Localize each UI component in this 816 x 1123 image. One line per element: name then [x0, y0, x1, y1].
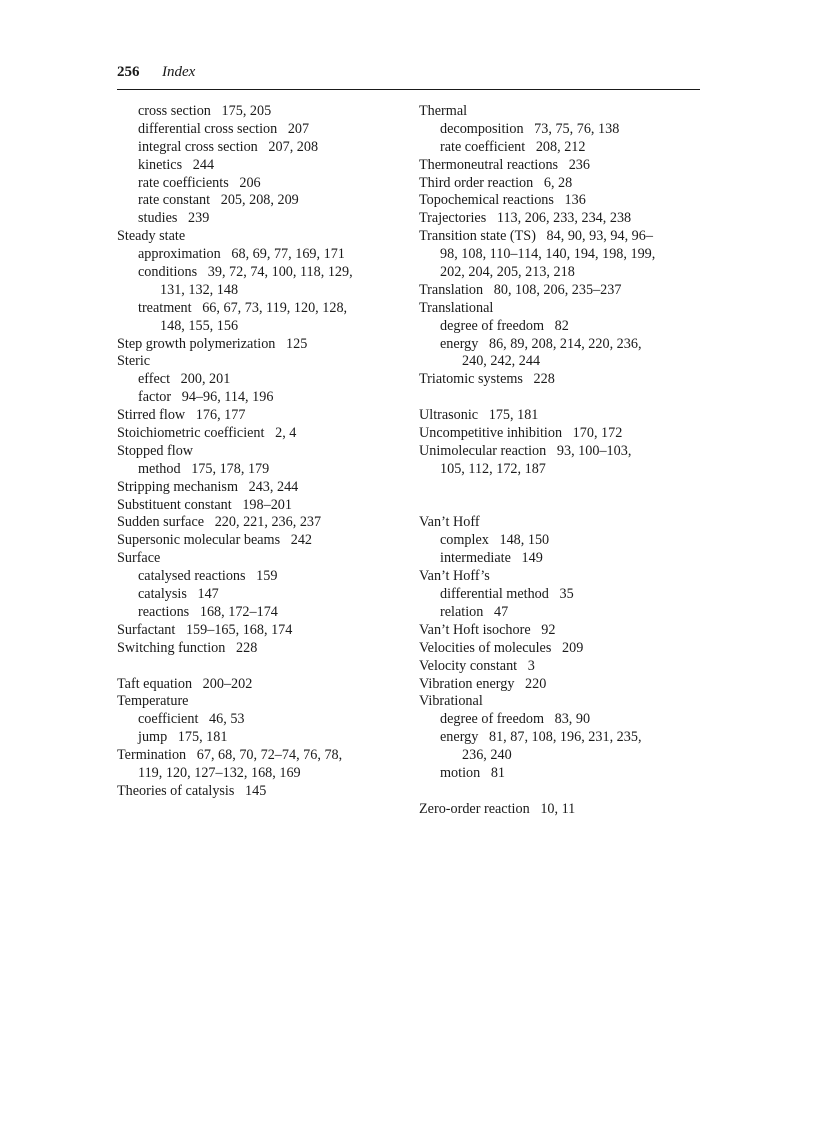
- index-subentry: 98, 108, 110–114, 140, 194, 198, 199,: [440, 246, 656, 263]
- index-subentry: 119, 120, 127–132, 168, 169: [138, 764, 301, 781]
- index-subentry: studies 239: [138, 210, 210, 227]
- index-subentry: 240, 242, 244: [462, 353, 541, 370]
- index-subentry: 148, 155, 156: [160, 317, 239, 334]
- index-entry: Vibrational: [419, 693, 483, 710]
- index-column-left: [117, 103, 407, 801]
- index-entry: Step growth polymerization 125: [117, 335, 308, 352]
- index-subentry: energy 86, 89, 208, 214, 220, 236,: [440, 335, 642, 352]
- index-subentry: 105, 112, 172, 187: [440, 460, 546, 477]
- index-subentry: method 175, 178, 179: [138, 460, 270, 477]
- index-entry: Topochemical reactions 136: [419, 192, 586, 209]
- index-subentry: differential cross section 207: [138, 120, 310, 137]
- index-entry: Translation 80, 108, 206, 235–237: [419, 281, 622, 298]
- index-subentry: decomposition 73, 75, 76, 138: [440, 120, 620, 137]
- index-subentry: reactions 168, 172–174: [138, 603, 278, 620]
- index-subentry: degree of freedom 82: [440, 317, 569, 334]
- index-entry: Thermoneutral reactions 236: [419, 156, 590, 173]
- index-entry: Van’t Hoff: [419, 514, 480, 531]
- index-entry: Supersonic molecular beams 242: [117, 532, 313, 549]
- index-subentry: catalysis 147: [138, 586, 219, 603]
- index-subentry: rate coefficients 206: [138, 174, 261, 191]
- index-subentry: jump 175, 181: [138, 729, 228, 746]
- index-entry: Substituent constant 198–201: [117, 496, 292, 513]
- index-entry: Theories of catalysis 145: [117, 782, 267, 799]
- index-subentry: differential method 35: [440, 586, 574, 603]
- index-subentry: effect 200, 201: [138, 371, 231, 388]
- header-rule: [117, 89, 700, 90]
- index-entry: Stoichiometric coefficient 2, 4: [117, 425, 297, 442]
- index-subentry: degree of freedom 83, 90: [440, 711, 591, 728]
- index-entry: Transition state (TS) 84, 90, 93, 94, 96–: [419, 228, 653, 245]
- section-gap: [419, 389, 709, 407]
- index-subentry: conditions 39, 72, 74, 100, 118, 129,: [138, 264, 353, 281]
- index-entry: Velocities of molecules 209: [419, 639, 584, 656]
- index-subentry: energy 81, 87, 108, 196, 231, 235,: [440, 729, 642, 746]
- index-entry: Thermal: [419, 103, 468, 119]
- index-entry: Steady state: [117, 228, 186, 245]
- index-subentry: kinetics 244: [138, 156, 215, 173]
- index-entry: Stripping mechanism 243, 244: [117, 478, 299, 495]
- index-subentry: integral cross section 207, 208: [138, 138, 319, 155]
- running-title: Index: [162, 64, 196, 80]
- index-subentry: intermediate 149: [440, 550, 543, 567]
- section-gap: [117, 658, 407, 676]
- index-entry: Triatomic systems 228: [419, 371, 555, 388]
- index-entry: Unimolecular reaction 93, 100–103,: [419, 442, 632, 459]
- index-entry: Van’t Hoff’s: [419, 568, 490, 585]
- index-entry: Ultrasonic 175, 181: [419, 407, 539, 424]
- index-subentry: 236, 240: [462, 747, 512, 764]
- index-subentry: rate constant 205, 208, 209: [138, 192, 299, 209]
- index-subentry: factor 94–96, 114, 196: [138, 389, 274, 406]
- index-subentry: 131, 132, 148: [160, 281, 239, 298]
- index-entry: Stopped flow: [117, 442, 194, 459]
- index-subentry: relation 47: [440, 603, 509, 620]
- index-entry: Translational: [419, 299, 494, 316]
- index-entry: Trajectories 113, 206, 233, 234, 238: [419, 210, 632, 227]
- page-number: 256: [117, 64, 140, 80]
- section-gap: [419, 783, 709, 801]
- index-subentry: catalysed reactions 159: [138, 568, 278, 585]
- index-entry: Third order reaction 6, 28: [419, 174, 573, 191]
- index-entry: Vibration energy 220: [419, 675, 547, 692]
- section-gap: [419, 497, 709, 515]
- index-subentry: motion 81: [440, 764, 506, 781]
- index-subentry: approximation 68, 69, 77, 169, 171: [138, 246, 345, 263]
- index-entry: Surfactant 159–165, 168, 174: [117, 621, 293, 638]
- index-entry: Taft equation 200–202: [117, 675, 253, 692]
- index-entry: Velocity constant 3: [419, 657, 535, 674]
- index-column-right: [419, 103, 709, 819]
- index-entry: Termination 67, 68, 70, 72–74, 76, 78,: [117, 747, 343, 764]
- index-subentry: rate coefficient 208, 212: [440, 138, 586, 155]
- index-entry: Uncompetitive inhibition 170, 172: [419, 425, 623, 442]
- index-entry: Surface: [117, 550, 161, 567]
- index-entry: Switching function 228: [117, 639, 258, 656]
- index-entry: Sudden surface 220, 221, 236, 237: [117, 514, 322, 531]
- index-entry: Temperature: [117, 693, 189, 710]
- index-subentry: treatment 66, 67, 73, 119, 120, 128,: [138, 299, 348, 316]
- index-subentry: 202, 204, 205, 213, 218: [440, 264, 575, 281]
- index-entry: Steric: [117, 353, 151, 370]
- index-subentry: complex 148, 150: [440, 532, 550, 549]
- index-entry: Zero-order reaction 10, 11: [419, 800, 576, 817]
- section-gap: [419, 479, 709, 497]
- index-entry: Stirred flow 176, 177: [117, 407, 246, 424]
- index-subentry: cross section 175, 205: [138, 103, 272, 119]
- index-entry: Van’t Hoft isochore 92: [419, 621, 556, 638]
- page-header: [117, 64, 699, 86]
- index-subentry: coefficient 46, 53: [138, 711, 245, 728]
